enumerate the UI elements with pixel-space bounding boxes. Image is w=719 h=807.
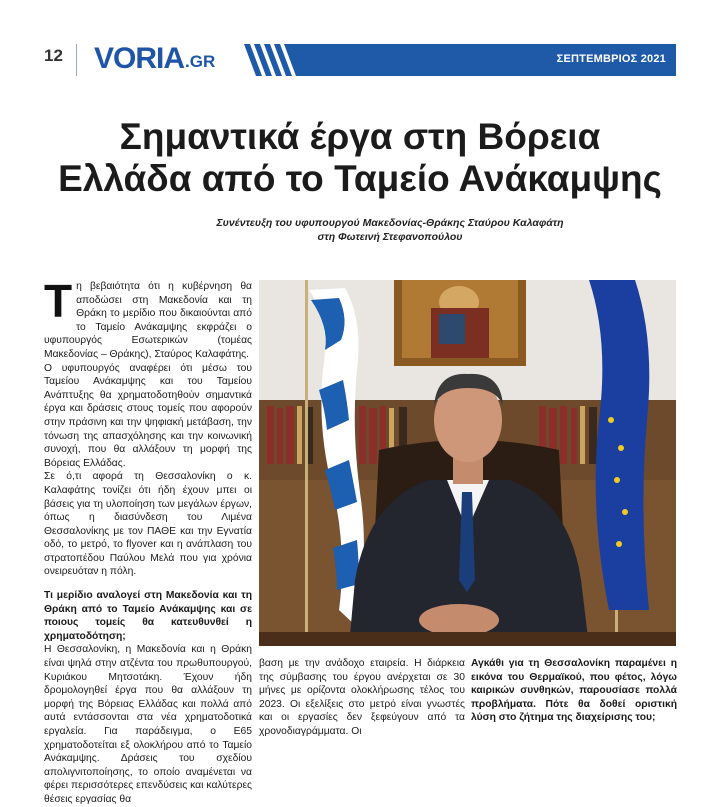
photo-illustration <box>259 280 676 646</box>
paragraph-1-text: η βεβαιότητα ότι η κυβέρνηση θα αποδώσει στη Μακεδονία και τη Θράκη το μερίδιο που δικαιούνται από το Ταμείο Ανάκαμψης εκφράζει ο υφυπουργός Εσωτερικών (τομέας Μακεδονίας – Θράκης), Σταύρος Καλαφάτης. <box>44 281 252 360</box>
interview-question-2: Αγκάθι για τη Θεσσαλονίκη παραμένει η εικόνα του Θερμαϊκού, που φέτος, λόγω καιρικών συνθηκών, παρουσίασε πολλά προβλήματα. Πότε θα δοθεί οριστική λύση στο ζήτημα της διαχείρισης του; <box>471 658 677 724</box>
paragraph-intro <box>44 275 252 362</box>
interview-answer-1: Η Θεσσαλονίκη, η Μακεδονία και η Θράκη είναι ψηλά στην ατζέντα του πρωθυπουργού, Κυριάκου Μητσοτάκη. Έχουν ήδη δρομολογηθεί έργα που θα αλλάξουν τη μορφή της Βόρειας Ελλάδας και πολλά από αυτά εντάσσονται στα νέα χρηματοδοτικά εργαλεία. Για παράδειγμα, ο Ε65 χρηματοδοτείται εξ ολοκλήρου από το Ταμείο Ανάκαμψης. Δράσεις του σχεδίου απολιγνιτοποίησης, το οποίο αναμένεται να φέρει περισσότερες επενδύσεις και καλύτερες θέσεις εργασίας θα <box>44 644 252 805</box>
subtitle-line-1: Συνέντευξη του υφυπουργού Μακεδονίας-Θράκης Σταύρου Καλαφάτη <box>216 217 564 229</box>
article-column-1 <box>44 275 252 807</box>
title-line-2: Ελλάδα από το Ταμείο Ανάκαμψης <box>58 158 662 199</box>
paragraph-2: Ο υφυπουργός αναφέρει ότι μέσω του Ταμείου Ανάκαμψης και του Ταμείου Ανάπτυξης θα χρηματοδοτηθούν σημαντικά έργα και δράσεις στους τομείς που αφορούν στην πράσινη και την ψηφιακή μετάβαση, την τόνωση της απασχόλησης και την κοινωνική συνοχή, που θα αλλάξουν τη μορφή της Βόρειας Ελλάδας. <box>44 362 252 469</box>
paragraph-3: Σε ό,τι αφορά τη Θεσσαλονίκη ο κ. Καλαφάτης τονίζει ότι ήδη έχουν μπει οι βάσεις για τη υλοποίηση των μεγάλων έργων, όπως η διασύνδεση του Λιμένα Θεσσαλονίκης με τον ΠΑΘΕ και την Εγνατία οδό, το μετρό, το flyover και η ανάπλαση του στρατοπέδου Παύλου Μελά που για χρόνια ονειρευόταν η πόλη. <box>44 471 252 578</box>
minister-photo <box>259 280 676 646</box>
logo-main-text: VORIA <box>94 42 185 75</box>
article-column-2 <box>259 657 465 739</box>
column-2-text: βαση με την ανάδοχο εταιρεία. Η διάρκεια της σύμβασης του έργου ανέρχεται σε 30 μήνες με ορίζοντα ολοκλήρωσης τέλος του 2023. Οι εξελίξεις στο μετρό είναι γνωστές και οι εργασίες δεν ξεφεύγουν από τα χρονοδιαγράμματα. Οι <box>259 658 465 737</box>
drop-cap: Τ <box>44 275 73 327</box>
article-column-3 <box>471 657 677 725</box>
voria-logo[interactable] <box>94 42 215 76</box>
page-number: 12 <box>44 46 63 65</box>
band-stripes-decoration <box>240 44 310 76</box>
title-line-1: Σημαντικά έργα στη Βόρεια <box>119 116 601 157</box>
interview-question-1: Τι μερίδιο αναλογεί στη Μακεδονία και τη Θράκη από το Ταμείο Ανάκαμψης και σε ποιους τομείς θα κατευθυνθεί η χρηματοδότηση; <box>44 590 252 642</box>
header-date-band <box>240 44 676 76</box>
subtitle-line-2: στη Φωτεινή Στεφανοπούλου <box>317 231 463 243</box>
issue-date: ΣΕΠΤΕΜΒΡΙΟΣ 2021 <box>556 53 666 65</box>
logo-suffix-text: .GR <box>185 52 216 71</box>
article-title <box>40 116 680 200</box>
header-divider <box>76 44 77 76</box>
article-subtitle <box>150 216 630 244</box>
